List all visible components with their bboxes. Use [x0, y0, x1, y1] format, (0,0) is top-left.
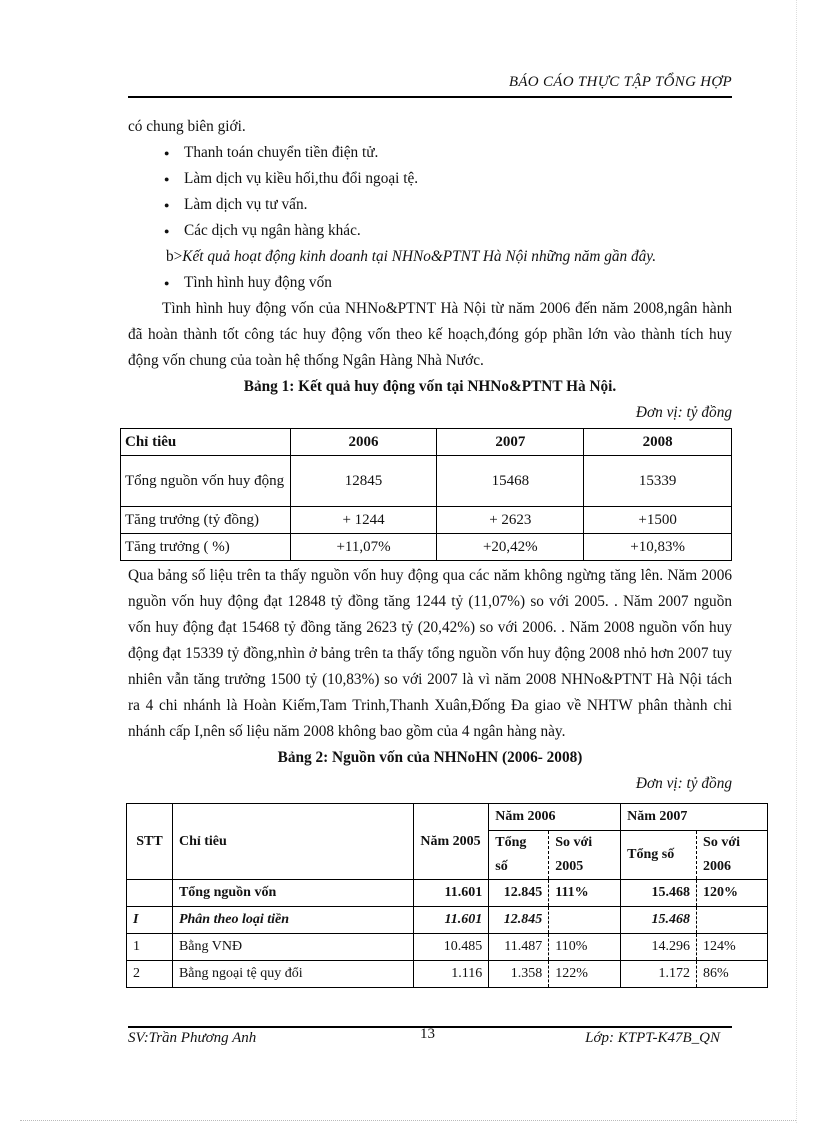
cell-value: 11.601	[414, 907, 489, 934]
cell-value: 15.468	[621, 880, 697, 907]
section-b-title: Kết quả hoạt động kinh doanh tại NHNo&PTNT Hà Nội những năm gần đây.	[182, 248, 657, 265]
table-row	[127, 907, 768, 934]
cell-value: 11.601	[414, 880, 489, 907]
page-edge-dotted-vertical	[796, 0, 797, 1123]
table-row	[121, 534, 732, 561]
page-content	[125, 114, 740, 988]
table-row	[127, 880, 768, 907]
cell-chitieu: Phân theo loại tiền	[172, 907, 413, 934]
th-2008: 2008	[584, 429, 732, 456]
cell-stt: 2	[127, 961, 173, 988]
th-sovoi2005: So với 2005	[549, 831, 621, 880]
th-nam2007: Năm 2007	[621, 804, 768, 831]
th-2006: 2006	[290, 429, 437, 456]
section-b-prefix: b>	[166, 248, 183, 265]
cell-value: 11.487	[489, 934, 549, 961]
th-tongso-2006: Tổng số	[489, 831, 549, 880]
cell-value: 1.172	[621, 961, 697, 988]
paragraph-continuation: có chung biên giới.	[128, 118, 246, 135]
th-2007: 2007	[437, 429, 584, 456]
cell-value: +1500	[584, 507, 732, 534]
th-stt: STT	[127, 804, 173, 880]
cell-value: 120%	[697, 880, 768, 907]
bullet-item: ● Làm dịch vụ kiều hối,thu đổi ngoại tệ.	[128, 166, 732, 192]
bullet-item-funding: ● Tình hình huy động vốn	[128, 270, 732, 296]
th-nam2005: Năm 2005	[414, 804, 489, 880]
table1-unit: Đơn vị: tỷ đồng	[635, 404, 732, 421]
cell-value: 111%	[549, 880, 621, 907]
paragraph-funding: Tình hình huy động vốn của NHNo&PTNT Hà Nội từ năm 2006 đến năm 2008,ngân hành đã hoàn thành tốt công tác huy động vốn theo kế hoạch,đóng góp phần lớn vào thành tích huy động vốn chung của toàn hệ thống Ngân Hàng Nhà Nước.	[128, 300, 732, 369]
header-rule	[128, 96, 732, 98]
th-nam2006: Năm 2006	[489, 804, 621, 831]
table1-caption: Bảng 1: Kết quả huy động vốn tại NHNo&PTNT Hà Nội.	[243, 378, 617, 395]
table-capital-sources	[126, 803, 768, 988]
cell-stt: 1	[127, 934, 173, 961]
cell-value: 122%	[549, 961, 621, 988]
cell-value: 14.296	[621, 934, 697, 961]
table-row	[121, 507, 732, 534]
table-row	[121, 456, 732, 507]
cell-value: 12.845	[489, 907, 549, 934]
th-chitieu: Chỉ tiêu	[172, 804, 413, 880]
table2-unit: Đơn vị: tỷ đồng	[635, 775, 732, 792]
paragraph-analysis: Qua bảng số liệu trên ta thấy nguồn vốn huy động qua các năm không ngừng tăng lên. Năm 2006 nguồn vốn huy động đạt 12848 tỷ đồng tăng 1244 tỷ (11,07%) so với 2005. . Năm 2007 nguồn vốn huy động đạt 15468 tỷ đồng tăng 2623 tỷ (20,42%) so với 2006. . Năm 2008 nguồn vốn huy động đạt 15339 tỷ đồng,nhìn ở bảng trên ta thấy tổng nguồn vốn huy động 2008 nhỏ hơn 2007 tuy nhiên vẫn tăng trưởng 1500 tỷ (10,83%) so với 2007 là vì năm 2008 NHNo&PTNT Hà Nội tách ra 4 chi nhánh là Hoàn Kiếm,Tam Trinh,Thanh Xuân,Đống Đa giao về NHTW phân thành chi nhánh cấp I,nên số liệu năm 2008 không bao gồm của 4 ngân hàng này.	[128, 567, 732, 740]
cell-value: 124%	[697, 934, 768, 961]
table2-caption: Bảng 2: Nguồn vốn của NHNoHN (2006- 2008)	[277, 749, 583, 766]
cell-stt	[127, 880, 173, 907]
table-row	[127, 961, 768, 988]
th-tongso-2007: Tổng số	[621, 831, 697, 880]
cell-value: 15468	[437, 456, 584, 507]
cell-value	[549, 907, 621, 934]
cell-value: 86%	[697, 961, 768, 988]
cell-chitieu: Tổng nguồn vốn	[172, 880, 413, 907]
cell-value: +20,42%	[437, 534, 584, 561]
cell-value: 15.468	[621, 907, 697, 934]
cell-value: 1.358	[489, 961, 549, 988]
footer-student: SV:Trần Phương Anh	[128, 1030, 257, 1046]
th-chitieu: Chỉ tiêu	[121, 429, 291, 456]
bullet-item: ● Các dịch vụ ngân hàng khác.	[128, 218, 732, 244]
page-number: 13	[420, 1026, 435, 1042]
cell-stt: I	[127, 907, 173, 934]
page-header-title: BÁO CÁO THỰC TẬP TỔNG HỢP	[508, 74, 732, 90]
cell-value: 110%	[549, 934, 621, 961]
cell-value: 10.485	[414, 934, 489, 961]
cell-chitieu: Bằng VNĐ	[172, 934, 413, 961]
cell-value: 12.845	[489, 880, 549, 907]
section-b-heading	[128, 244, 732, 270]
cell-chitieu: Bằng ngoại tệ quy đổi	[172, 961, 413, 988]
cell-value: + 1244	[290, 507, 437, 534]
cell-value: +11,07%	[290, 534, 437, 561]
cell-value: 1.116	[414, 961, 489, 988]
page-edge-dotted	[20, 1120, 796, 1121]
table-header-row	[121, 429, 732, 456]
cell-value: +10,83%	[584, 534, 732, 561]
cell-value: + 2623	[437, 507, 584, 534]
th-sovoi2006: So với 2006	[697, 831, 768, 880]
table-row	[127, 934, 768, 961]
table-funding-results	[120, 428, 732, 561]
cell-label: Tổng nguồn vốn huy động	[121, 456, 291, 507]
cell-value: 12845	[290, 456, 437, 507]
cell-label: Tăng trưởng ( %)	[121, 534, 291, 561]
footer-class: Lớp: KTPT-K47B_QN	[585, 1030, 720, 1046]
bullet-item: ● Thanh toán chuyển tiền điện tử.	[128, 140, 732, 166]
cell-value: 15339	[584, 456, 732, 507]
cell-value	[697, 907, 768, 934]
bullet-item: ● Làm dịch vụ tư vấn.	[128, 192, 732, 218]
cell-label: Tăng trưởng (tỷ đồng)	[121, 507, 291, 534]
